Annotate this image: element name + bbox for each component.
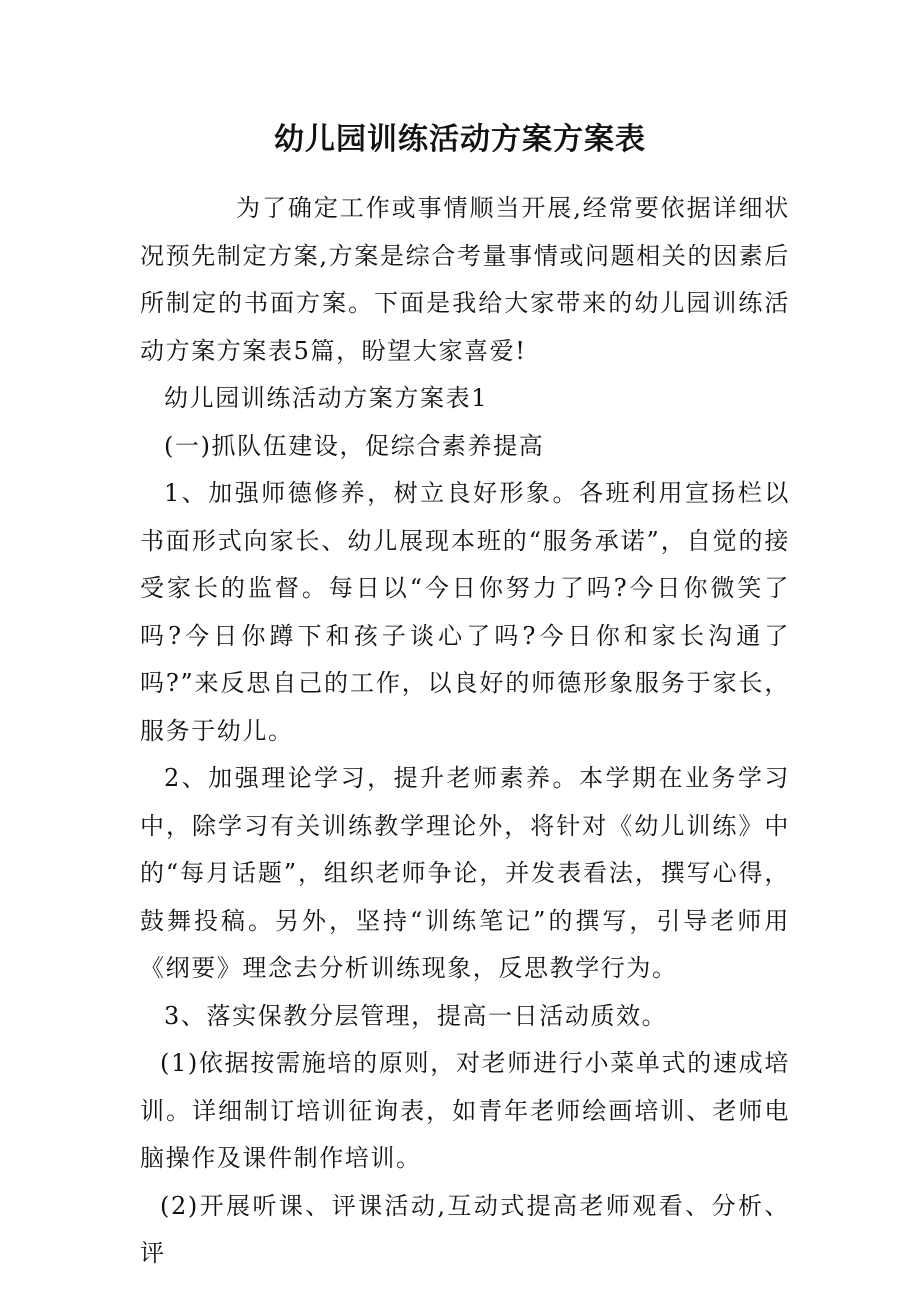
document-title: 幼儿园训练活动方案方案表 <box>274 122 646 157</box>
intro-paragraph: 为了确定工作或事情顺当开展,经常要依据详细状况预先制定方案,方案是综合考量事情或问题相关的因素后所制定的书面方案。下面是我给大家带来的幼儿园训练活动方案方案表5篇，盼望大家喜爱! <box>140 194 790 365</box>
body-paragraph: 3、落实保教分层管理，提高一日活动质效。 <box>164 1001 668 1030</box>
body-paragraph: 2、加强理论学习，提升老师素养。本学期在业务学习中，除学习有关训练教学理论外，将针对《幼儿训练》中的“每月话题”，组织老师争论，并发表看法，撰写心得，鼓舞投稿。另外，坚持“训练笔记”的撰写，引导老师用《纲要》理念去分析训练现象，反思教学行为。 <box>140 764 790 982</box>
body-paragraph: (1)依据按需施培的原则，对老师进行小菜单式的速成培训。详细制订培训征询表，如青年老师绘画培训、老师电脑操作及课件制作培训。 <box>140 1049 790 1172</box>
body-paragraph: 1、加强师德修养，树立良好形象。各班利用宣扬栏以书面形式向家长、幼儿展现本班的“服务承诺”，自觉的接受家长的监督。每日以“今日你努力了吗?今日你微笑了吗?今日你蹲下和孩子谈心了吗?今日你和家长沟通了吗?”来反思自己的工作，以良好的师德形象服务于家长，服务于幼儿。 <box>140 479 790 745</box>
subsection-heading: (一)抓队伍建设，促综合素养提高 <box>164 431 545 460</box>
document-body <box>140 185 790 1278</box>
body-paragraph: (2)开展听课、评课活动,互动式提高老师观看、分析、评 <box>140 1191 790 1267</box>
section-heading: 幼儿园训练活动方案方案表1 <box>164 384 489 412</box>
